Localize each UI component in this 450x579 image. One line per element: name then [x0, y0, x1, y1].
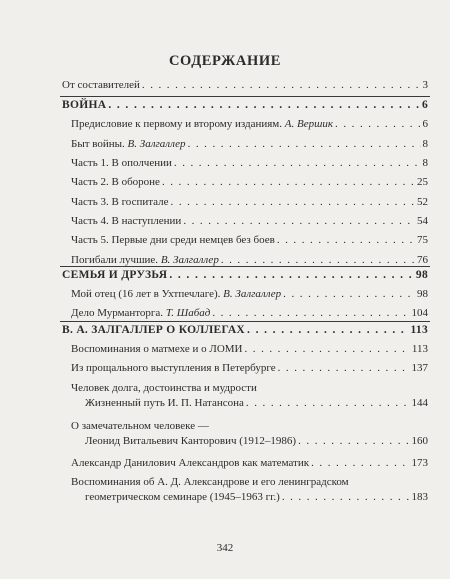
toc-section: [62, 98, 428, 116]
toc-entry-continuation: [85, 396, 428, 414]
toc-page: 75: [417, 234, 428, 246]
toc-leader: [278, 361, 410, 375]
page-title: СОДЕРЖАНИЕ: [168, 53, 282, 69]
toc-entry-label: Предисловие к первому и второму изданиям. А. Вершик: [71, 118, 334, 130]
toc-leader: [311, 456, 409, 470]
toc-entry-label: Часть 1. В ополчении: [71, 157, 172, 169]
toc-entry: [71, 287, 428, 305]
toc-leader: [221, 253, 415, 267]
section-divider: [60, 96, 430, 97]
toc-entry: [71, 342, 428, 360]
toc-leader: [108, 98, 420, 112]
toc-entry-label: От составителей: [62, 79, 140, 91]
toc-leader: [335, 117, 420, 131]
toc-author: А. Вершик: [284, 118, 334, 130]
toc-leader: [244, 342, 409, 356]
toc-entry-label: Воспоминания о матмехе и о ЛОМИ: [71, 343, 243, 355]
toc-leader: [212, 306, 409, 320]
toc-page: 137: [411, 362, 428, 374]
toc-entry-label: Часть 3. В госпитале: [71, 196, 169, 208]
toc-author: В. Залгаллер: [127, 138, 186, 150]
toc-author: В. Залгаллер: [160, 254, 219, 266]
toc-section: [62, 323, 428, 341]
toc-leader: [283, 287, 415, 301]
toc-author: В. Залгаллер: [223, 288, 282, 300]
toc-entry-subtitle: Жизненный путь И. П. Натансона: [85, 397, 244, 409]
toc-author: Т. Шабад: [165, 307, 211, 319]
toc-page: 52: [417, 196, 428, 208]
toc-page: 8: [422, 138, 428, 150]
toc-entry: [71, 456, 428, 474]
toc-entry-label: Воспоминания об А. Д. Александрове и его ленинградском: [71, 476, 349, 488]
toc-section-label: ВОЙНА: [62, 99, 107, 111]
toc-entry-label: Человек долга, достоинства и мудрости: [71, 382, 257, 394]
toc-page: 25: [417, 176, 428, 188]
toc-entry-label: Часть 2. В обороне: [71, 176, 160, 188]
toc-leader: [142, 78, 421, 92]
toc-leader: [277, 233, 415, 247]
toc-page: 160: [411, 435, 428, 447]
toc-entry: [71, 156, 428, 174]
toc-page: 104: [411, 307, 428, 319]
toc-page: 98: [415, 269, 428, 281]
toc-leader: [298, 434, 409, 448]
toc-entry-label: Погибали лучшие. В. Залгаллер: [71, 254, 219, 266]
toc-entry-multiline: [71, 474, 428, 508]
toc-entry-label: Часть 5. Первые дни среди немцев без боев: [71, 234, 275, 246]
toc-leader: [162, 175, 415, 189]
toc-entry-continuation: [85, 434, 428, 452]
page-number: 342: [216, 542, 234, 554]
toc-page: 98: [417, 288, 428, 300]
toc-entry-subtitle: геометрическом семинаре (1945–1963 гг.): [85, 491, 280, 503]
toc-entry: [71, 361, 428, 379]
toc-page: 113: [410, 324, 428, 336]
toc-entry-label: О замечательном человеке —: [71, 420, 209, 432]
toc-leader: [174, 156, 421, 170]
toc-page: 3: [422, 79, 428, 91]
toc-page: 144: [411, 397, 428, 409]
toc-page: 113: [411, 343, 428, 355]
toc-leader: [183, 214, 415, 228]
toc-leader: [171, 195, 415, 209]
toc-page: 173: [411, 457, 428, 469]
toc-section: [62, 268, 428, 286]
toc-entry: [71, 175, 428, 193]
toc-section-label: СЕМЬЯ И ДРУЗЬЯ: [62, 269, 168, 281]
toc-entry-label: Мой отец (16 лет в Ухтпечлаге). В. Залгаллер: [71, 288, 282, 300]
toc-page: 76: [417, 254, 428, 266]
section-divider: [60, 321, 430, 322]
toc-entry: [71, 137, 428, 155]
toc-page: 6: [421, 99, 428, 111]
toc-leader: [169, 268, 414, 282]
toc-entry-label: Дело Мурманторга. Т. Шабад: [71, 307, 211, 319]
toc-entry: [62, 78, 428, 96]
toc-section-label: В. А. ЗАЛГАЛЛЕР О КОЛЛЕГАХ: [62, 324, 246, 336]
toc-entry-label: Из прощального выступления в Петербурге: [71, 362, 276, 374]
toc-page: 183: [411, 491, 428, 503]
toc-entry: [71, 195, 428, 213]
toc-leader: [246, 396, 410, 410]
toc-entry-multiline: [71, 380, 428, 414]
toc-entry-label: Александр Данилович Александров как математик: [71, 457, 310, 469]
toc-leader: [247, 323, 408, 337]
section-divider: [60, 266, 430, 267]
toc-entry-continuation: [85, 490, 428, 508]
toc-entry-label: Часть 4. В наступлении: [71, 215, 182, 227]
toc-entry: [71, 233, 428, 251]
toc-entry: [71, 117, 428, 135]
toc-entry-subtitle: Леонид Витальевич Канторович (1912–1986): [85, 435, 297, 447]
toc-entry-multiline: [71, 418, 428, 452]
toc-page: 8: [422, 157, 428, 169]
toc-leader: [282, 490, 410, 504]
toc-page: 6: [422, 118, 428, 130]
toc-leader: [188, 137, 421, 151]
toc-page: 54: [417, 215, 428, 227]
toc-entry-label: Быт войны. В. Залгаллер: [71, 138, 186, 150]
toc-entry: [71, 214, 428, 232]
